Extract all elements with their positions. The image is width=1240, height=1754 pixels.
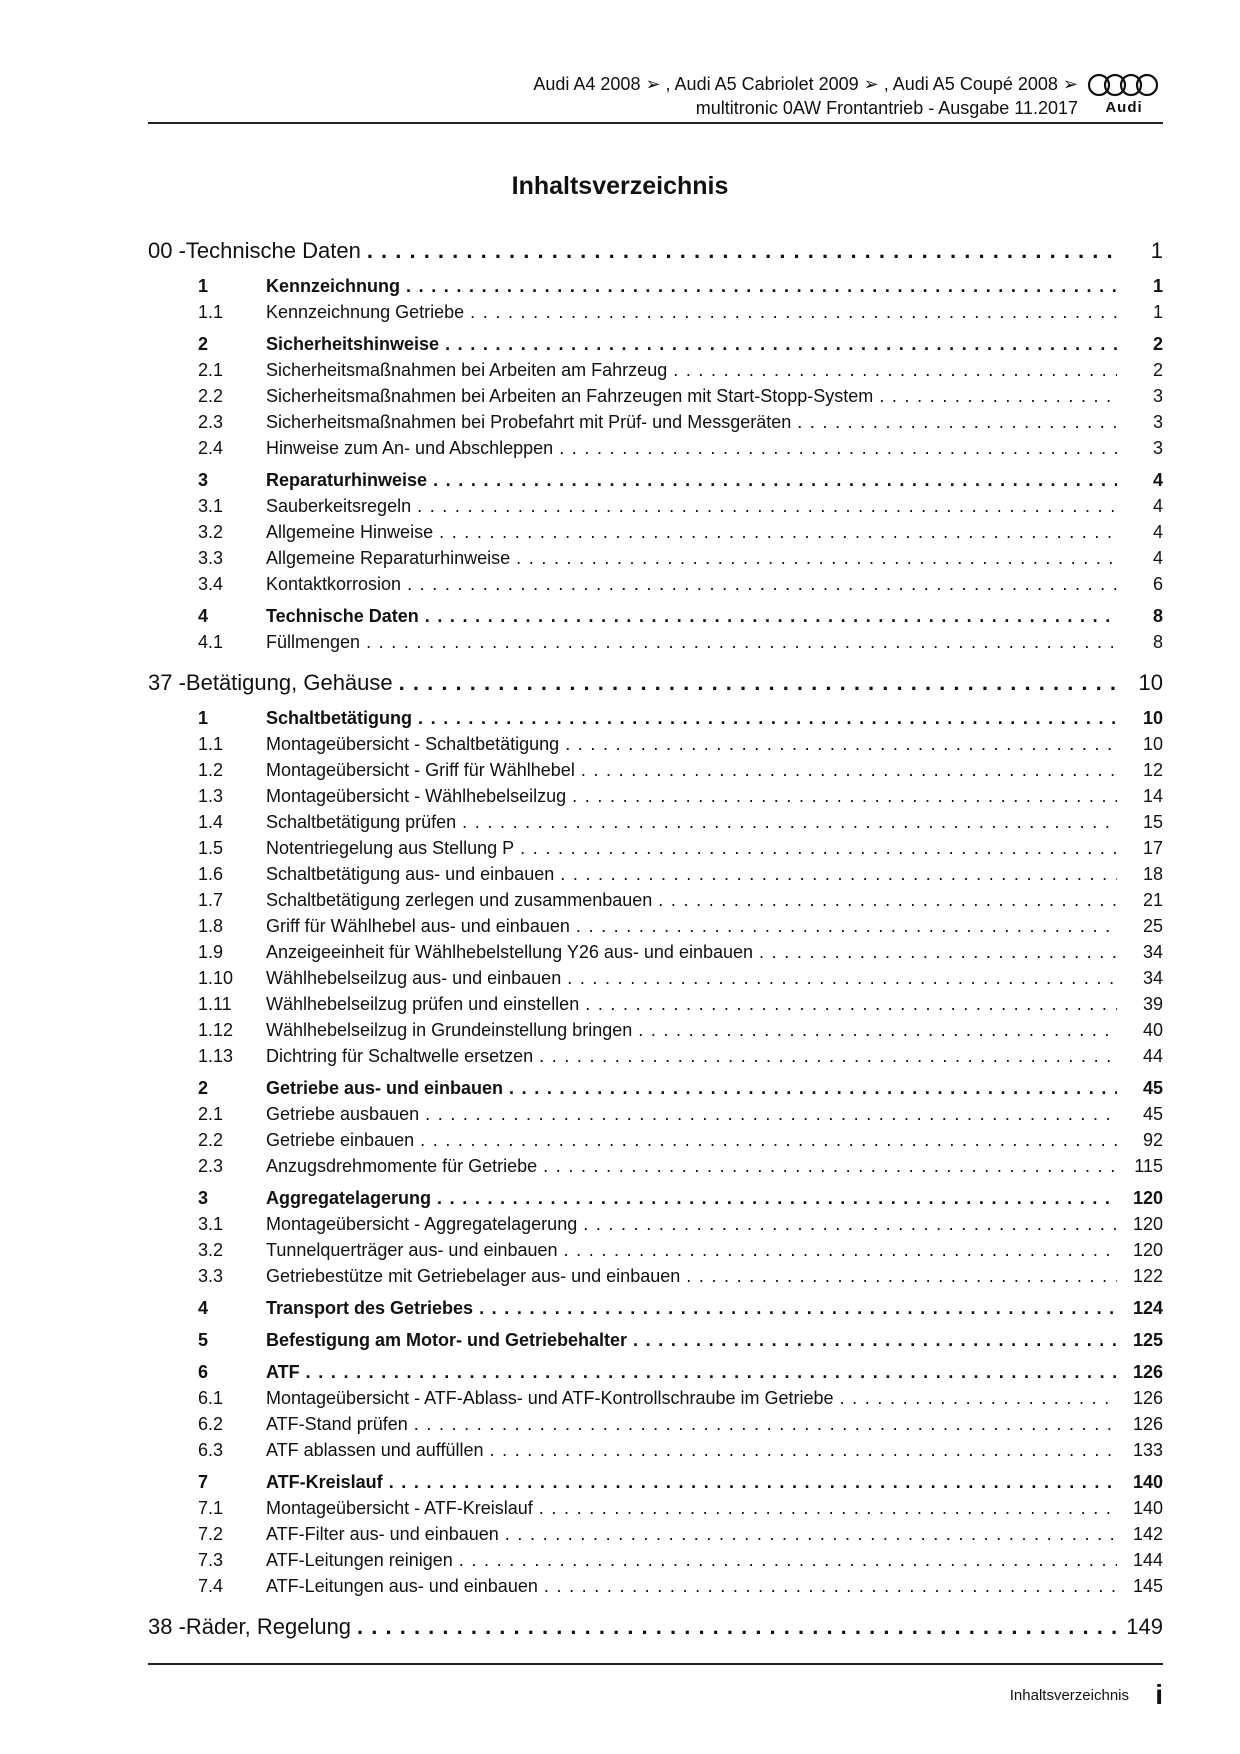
toc-entry-title: Technische Daten (266, 606, 419, 626)
toc-leader-dots (462, 812, 1117, 833)
toc-entry-number: 3.2 (198, 1240, 224, 1260)
toc-entry-title: Anzeigeeinheit für Wählhebelstellung Y26 aus- und einbauen (266, 942, 754, 962)
toc-entry-title: Räder, Regelung (185, 1614, 352, 1639)
table-of-contents (148, 238, 1163, 1646)
toc-entry-number: 1.11 (198, 994, 232, 1014)
toc-entry-number: 2.3 (198, 1156, 224, 1176)
toc-entry-sub[interactable] (148, 574, 1163, 600)
toc-leader-dots (759, 942, 1117, 963)
toc-entry-title: Getriebe einbauen (266, 1130, 415, 1150)
toc-entry-number: 2.2 (198, 1130, 224, 1150)
toc-entry-sub[interactable] (148, 1440, 1163, 1466)
toc-entry-number: 3.1 (198, 496, 224, 516)
toc-entry-page: 120 (1132, 1214, 1163, 1234)
toc-entry-page: 40 (1142, 1020, 1163, 1040)
toc-leader-dots (420, 1130, 1117, 1151)
toc-leader-dots (564, 1240, 1117, 1261)
toc-entry-number: 2.4 (198, 438, 224, 458)
toc-entry-number: 7.3 (198, 1550, 224, 1570)
toc-entry-number: 4.1 (198, 632, 224, 652)
toc-leader-dots (399, 670, 1117, 696)
toc-entry-page: 142 (1132, 1524, 1163, 1544)
toc-entry-section[interactable] (148, 1472, 1163, 1498)
toc-entry-number: 7.2 (198, 1524, 224, 1544)
toc-entry-page: 21 (1142, 890, 1163, 910)
toc-entry-title: Schaltbetätigung aus- und einbauen (266, 864, 555, 884)
toc-entry-page: 145 (1132, 1576, 1163, 1596)
toc-entry-title: ATF-Filter aus- und einbauen (266, 1524, 499, 1544)
toc-leader-dots (516, 548, 1117, 569)
toc-entry-number: 6.2 (198, 1414, 224, 1434)
toc-leader-dots (389, 1472, 1117, 1493)
toc-entry-number: 5 (198, 1330, 209, 1350)
toc-entry-number: 1.6 (198, 864, 224, 884)
toc-entry-sub[interactable] (148, 1104, 1163, 1130)
toc-entry-title: Dichtring für Schaltwelle ersetzen (266, 1046, 534, 1066)
toc-leader-dots (565, 734, 1117, 755)
toc-entry-title: Schaltbetätigung zerlegen und zusammenbauen (266, 890, 653, 910)
toc-entry-page: 140 (1132, 1472, 1163, 1492)
toc-entry-number: 3.4 (198, 574, 224, 594)
toc-entry-title: Reparaturhinweise (266, 470, 428, 490)
toc-entry-page: 8 (1152, 632, 1163, 652)
toc-entry-number: 3 (198, 1188, 209, 1208)
toc-entry-number: 7.1 (198, 1498, 224, 1518)
toc-entry-chapter[interactable] (148, 670, 1163, 702)
toc-entry-page: 14 (1142, 786, 1163, 806)
audi-logo-text: Audi (1105, 99, 1143, 116)
toc-entry-sub[interactable] (148, 1388, 1163, 1414)
toc-entry-number: 1.3 (198, 786, 224, 806)
toc-entry-page: 115 (1134, 1156, 1163, 1176)
toc-leader-dots (673, 360, 1117, 381)
toc-leader-dots (470, 302, 1117, 323)
toc-entry-page: 1 (1152, 302, 1163, 322)
page-title: Inhaltsverzeichnis (511, 172, 729, 200)
toc-entry-sub[interactable] (148, 360, 1163, 386)
toc-leader-dots (572, 786, 1117, 807)
toc-entry-number: 1.8 (198, 916, 224, 936)
toc-entry-sub[interactable] (148, 1498, 1163, 1524)
toc-leader-dots (539, 1498, 1117, 1519)
toc-leader-dots (439, 522, 1117, 543)
toc-entry-page: 124 (1132, 1298, 1163, 1318)
toc-entry-number: 2.3 (198, 412, 224, 432)
toc-entry-page: 10 (1142, 708, 1163, 728)
toc-entry-page: 1 (1150, 238, 1163, 263)
toc-entry-title: ATF-Leitungen aus- und einbauen (266, 1576, 538, 1596)
toc-entry-title: Füllmengen (266, 632, 361, 652)
toc-entry-page: 10 (1138, 670, 1163, 695)
toc-entry-title: ATF-Leitungen reinigen (266, 1550, 453, 1570)
toc-entry-title: ATF (266, 1362, 300, 1382)
toc-entry-section[interactable] (148, 334, 1163, 360)
toc-entry-title: Allgemeine Reparaturhinweise (266, 548, 511, 568)
audi-rings-icon (1085, 72, 1163, 100)
toc-entry-sub[interactable] (148, 812, 1163, 838)
header-edition: multitronic 0AW Frontantrieb - Ausgabe 11.2017 (695, 98, 1078, 118)
toc-entry-title: Getriebestütze mit Getriebelager aus- und einbauen (266, 1266, 681, 1286)
toc-entry-page: 8 (1152, 606, 1163, 626)
toc-leader-dots (433, 470, 1117, 491)
toc-entry-title: ATF-Stand prüfen (266, 1414, 408, 1434)
toc-entry-sub[interactable] (148, 864, 1163, 890)
toc-entry-section[interactable] (148, 1298, 1163, 1324)
toc-entry-title: Schaltbetätigung (266, 708, 413, 728)
toc-entry-number: 2 (198, 1078, 209, 1098)
toc-entry-title: Sicherheitshinweise (266, 334, 440, 354)
toc-entry-title: Schaltbetätigung prüfen (266, 812, 457, 832)
toc-entry-sub[interactable] (148, 994, 1163, 1020)
toc-entry-sub[interactable] (148, 760, 1163, 786)
header-rule (148, 122, 1163, 124)
toc-entry-title: Hinweise zum An- und Abschleppen (266, 438, 554, 458)
toc-entry-title: Griff für Wählhebel aus- und einbauen (266, 916, 570, 936)
toc-entry-number: 3.2 (198, 522, 224, 542)
toc-leader-dots (489, 1440, 1117, 1461)
toc-entry-sub[interactable] (148, 1266, 1163, 1292)
toc-entry-title: Getriebe ausbauen (266, 1104, 420, 1124)
toc-entry-title: Aggregatelagerung (266, 1188, 432, 1208)
toc-entry-sub[interactable] (148, 786, 1163, 812)
toc-entry-title: Montageübersicht - Griff für Wählhebel (266, 760, 575, 780)
toc-entry-title: Tunnelquerträger aus- und einbauen (266, 1240, 558, 1260)
toc-leader-dots (425, 606, 1117, 627)
toc-leader-dots (417, 496, 1117, 517)
toc-entry-page: 45 (1142, 1078, 1163, 1098)
toc-entry-number: 3.1 (198, 1214, 224, 1234)
toc-entry-page: 3 (1152, 438, 1163, 458)
toc-leader-dots (559, 438, 1117, 459)
toc-leader-dots (539, 1046, 1117, 1067)
toc-entry-page: 3 (1152, 412, 1163, 432)
toc-entry-sub[interactable] (148, 890, 1163, 916)
page-header (148, 70, 1163, 122)
toc-entry-title: ATF ablassen und auffüllen (266, 1440, 484, 1460)
toc-entry-page: 2 (1152, 334, 1163, 354)
toc-entry-number: 2 (198, 334, 209, 354)
toc-entry-page: 140 (1132, 1498, 1163, 1518)
toc-entry-section[interactable] (148, 1330, 1163, 1356)
page-footer (148, 1663, 1163, 1710)
toc-entry-number: 7 (198, 1472, 209, 1492)
toc-leader-dots (544, 1576, 1117, 1597)
toc-entry-sub[interactable] (148, 1524, 1163, 1550)
toc-entry-sub[interactable] (148, 1130, 1163, 1156)
toc-entry-section[interactable] (148, 1188, 1163, 1214)
toc-entry-page: 1 (1152, 276, 1163, 296)
toc-leader-dots (686, 1266, 1117, 1287)
toc-entry-title: Allgemeine Hinweise (266, 522, 434, 542)
toc-entry-number: 1.5 (198, 838, 224, 858)
toc-entry-page: 34 (1142, 968, 1163, 988)
toc-entry-number: 38 - (148, 1614, 186, 1639)
toc-entry-section[interactable] (148, 1362, 1163, 1388)
toc-entry-number: 1.10 (198, 968, 234, 988)
toc-entry-sub[interactable] (148, 548, 1163, 574)
toc-entry-number: 7.4 (198, 1576, 224, 1596)
toc-leader-dots (840, 1388, 1117, 1409)
toc-entry-title: Montageübersicht - Wählhebelseilzug (266, 786, 567, 806)
toc-entry-page: 133 (1132, 1440, 1163, 1460)
toc-entry-page: 18 (1142, 864, 1163, 884)
toc-leader-dots (879, 386, 1117, 407)
toc-entry-title: Anzugsdrehmomente für Getriebe (266, 1156, 538, 1176)
toc-leader-dots (583, 1214, 1117, 1235)
toc-leader-dots (797, 412, 1117, 433)
toc-entry-page: 4 (1152, 548, 1163, 568)
toc-entry-page: 6 (1152, 574, 1163, 594)
toc-entry-page: 4 (1152, 522, 1163, 542)
toc-entry-number: 1.2 (198, 760, 224, 780)
toc-entry-page: 3 (1152, 386, 1163, 406)
toc-entry-title: Kennzeichnung Getriebe (266, 302, 465, 322)
toc-entry-number: 37 - (148, 670, 186, 695)
toc-entry-sub[interactable] (148, 302, 1163, 328)
toc-entry-title: Wählhebelseilzug in Grundeinstellung bringen (266, 1020, 633, 1040)
toc-entry-number: 2.1 (198, 360, 224, 380)
toc-entry-page: 2 (1152, 360, 1163, 380)
toc-entry-sub[interactable] (148, 1576, 1163, 1602)
toc-entry-section[interactable] (148, 470, 1163, 496)
toc-leader-dots (479, 1298, 1117, 1319)
toc-leader-dots (560, 864, 1117, 885)
toc-entry-title: Betätigung, Gehäuse (185, 670, 393, 695)
toc-entry-title: Notentriegelung aus Stellung P (266, 838, 515, 858)
toc-entry-page: 144 (1132, 1550, 1163, 1570)
toc-entry-number: 1 (198, 276, 209, 296)
toc-entry-sub[interactable] (148, 1156, 1163, 1182)
footer-page-number: i (1155, 1679, 1163, 1710)
toc-entry-section[interactable] (148, 708, 1163, 734)
toc-entry-page: 44 (1142, 1046, 1163, 1066)
toc-leader-dots (581, 760, 1117, 781)
footer-label: Inhaltsverzeichnis (1009, 1687, 1129, 1704)
toc-leader-dots (445, 334, 1117, 355)
toc-entry-chapter[interactable] (148, 1614, 1163, 1646)
toc-entry-sub[interactable] (148, 1414, 1163, 1440)
toc-leader-dots (425, 1104, 1117, 1125)
toc-leader-dots (638, 1020, 1117, 1041)
toc-leader-dots (633, 1330, 1117, 1351)
toc-entry-title: Montageübersicht - Schaltbetätigung (266, 734, 560, 754)
toc-entry-title: Sicherheitsmaßnahmen bei Probefahrt mit Prüf- und Messgeräten (266, 412, 792, 432)
toc-leader-dots (576, 916, 1117, 937)
toc-entry-title: Sicherheitsmaßnahmen bei Arbeiten an Fahrzeugen mit Start-Stopp-System (266, 386, 874, 406)
toc-entry-title: Befestigung am Motor- und Getriebehalter (266, 1330, 628, 1350)
toc-entry-title: Getriebe aus- und einbauen (266, 1078, 504, 1098)
toc-leader-dots (357, 1614, 1117, 1640)
toc-entry-page: 126 (1132, 1414, 1163, 1434)
toc-entry-number: 1.4 (198, 812, 224, 832)
toc-entry-number: 2.2 (198, 386, 224, 406)
toc-entry-number: 1.12 (198, 1020, 234, 1040)
toc-entry-page: 122 (1132, 1266, 1163, 1286)
toc-leader-dots (414, 1414, 1117, 1435)
toc-entry-title: ATF-Kreislauf (266, 1472, 383, 1492)
toc-leader-dots (585, 994, 1117, 1015)
toc-entry-title: Kennzeichnung (266, 276, 400, 296)
toc-entry-page: 12 (1142, 760, 1163, 780)
audi-logo (1085, 72, 1163, 118)
toc-entry-sub[interactable] (148, 522, 1163, 548)
toc-entry-page: 34 (1142, 942, 1163, 962)
toc-leader-dots (437, 1188, 1117, 1209)
toc-leader-dots (567, 968, 1117, 989)
toc-entry-section[interactable] (148, 276, 1163, 302)
toc-entry-number: 3 (198, 470, 209, 490)
toc-entry-page: 125 (1132, 1330, 1163, 1350)
toc-leader-dots (459, 1550, 1117, 1571)
toc-entry-number: 6.3 (198, 1440, 224, 1460)
toc-entry-title: Sicherheitsmaßnahmen bei Arbeiten am Fahrzeug (266, 360, 668, 380)
toc-entry-number: 1.1 (198, 734, 224, 754)
toc-entry-title: Wählhebelseilzug prüfen und einstellen (266, 994, 580, 1014)
toc-entry-title: Montageübersicht - Aggregatelagerung (266, 1214, 578, 1234)
toc-leader-dots (418, 708, 1117, 729)
toc-leader-dots (406, 276, 1117, 297)
toc-entry-number: 4 (198, 606, 209, 626)
toc-entry-page: 17 (1142, 838, 1163, 858)
toc-entry-page: 126 (1132, 1388, 1163, 1408)
toc-entry-number: 00 - (148, 238, 186, 263)
toc-entry-page: 126 (1132, 1362, 1163, 1382)
toc-entry-section[interactable] (148, 606, 1163, 632)
toc-entry-page: 45 (1142, 1104, 1163, 1124)
toc-leader-dots (366, 632, 1117, 653)
toc-entry-sub[interactable] (148, 968, 1163, 994)
toc-entry-chapter[interactable] (148, 238, 1163, 270)
toc-entry-sub[interactable] (148, 916, 1163, 942)
toc-entry-title: Wählhebelseilzug aus- und einbauen (266, 968, 562, 988)
toc-entry-page: 10 (1142, 734, 1163, 754)
toc-entry-page: 92 (1142, 1130, 1163, 1150)
toc-entry-sub[interactable] (148, 838, 1163, 864)
toc-entry-number: 2.1 (198, 1104, 224, 1124)
toc-entry-page: 120 (1132, 1188, 1163, 1208)
toc-leader-dots (367, 238, 1117, 264)
toc-entry-page: 15 (1142, 812, 1163, 832)
toc-entry-title: Montageübersicht - ATF-Kreislauf (266, 1498, 533, 1518)
toc-entry-page: 39 (1142, 994, 1163, 1014)
toc-entry-page: 25 (1142, 916, 1163, 936)
toc-entry-sub[interactable] (148, 942, 1163, 968)
toc-entry-number: 1.1 (198, 302, 224, 322)
toc-entry-page: 4 (1152, 496, 1163, 516)
toc-entry-number: 3.3 (198, 548, 224, 568)
toc-entry-sub[interactable] (148, 1020, 1163, 1046)
toc-entry-number: 1.9 (198, 942, 224, 962)
toc-entry-number: 1.13 (198, 1046, 234, 1066)
toc-entry-number: 4 (198, 1298, 209, 1318)
toc-entry-page: 120 (1132, 1240, 1163, 1260)
toc-entry-sub[interactable] (148, 438, 1163, 464)
toc-entry-number: 1 (198, 708, 209, 728)
toc-entry-sub[interactable] (148, 386, 1163, 412)
toc-entry-sub[interactable] (148, 632, 1163, 658)
toc-entry-title: Kontaktkorrosion (266, 574, 402, 594)
toc-entry-page: 149 (1126, 1614, 1163, 1639)
toc-leader-dots (407, 574, 1117, 595)
toc-leader-dots (306, 1362, 1117, 1383)
toc-entry-title: Montageübersicht - ATF-Ablass- und ATF-Kontrollschraube im Getriebe (266, 1388, 834, 1408)
toc-entry-title: Sauberkeitsregeln (266, 496, 412, 516)
toc-entry-sub[interactable] (148, 1214, 1163, 1240)
toc-entry-section[interactable] (148, 1078, 1163, 1104)
toc-entry-number: 1.7 (198, 890, 224, 910)
toc-entry-sub[interactable] (148, 734, 1163, 760)
toc-entry-sub[interactable] (148, 1240, 1163, 1266)
toc-entry-number: 6.1 (198, 1388, 224, 1408)
toc-entry-title: Technische Daten (185, 238, 361, 263)
toc-entry-sub[interactable] (148, 1550, 1163, 1576)
toc-entry-page: 4 (1152, 470, 1163, 490)
toc-entry-sub[interactable] (148, 1046, 1163, 1072)
toc-entry-sub[interactable] (148, 496, 1163, 522)
footer-rule (148, 1663, 1163, 1665)
toc-leader-dots (520, 838, 1117, 859)
header-vehicle-models: Audi A4 2008 ➢ , Audi A5 Cabriolet 2009 ➢ , Audi A5 Coupé 2008 ➢ (533, 74, 1078, 94)
toc-entry-sub[interactable] (148, 412, 1163, 438)
toc-leader-dots (543, 1156, 1117, 1177)
toc-leader-dots (658, 890, 1117, 911)
toc-entry-number: 6 (198, 1362, 209, 1382)
toc-leader-dots (509, 1078, 1117, 1099)
toc-entry-title: Transport des Getriebes (266, 1298, 474, 1318)
toc-entry-number: 3.3 (198, 1266, 224, 1286)
toc-leader-dots (505, 1524, 1117, 1545)
